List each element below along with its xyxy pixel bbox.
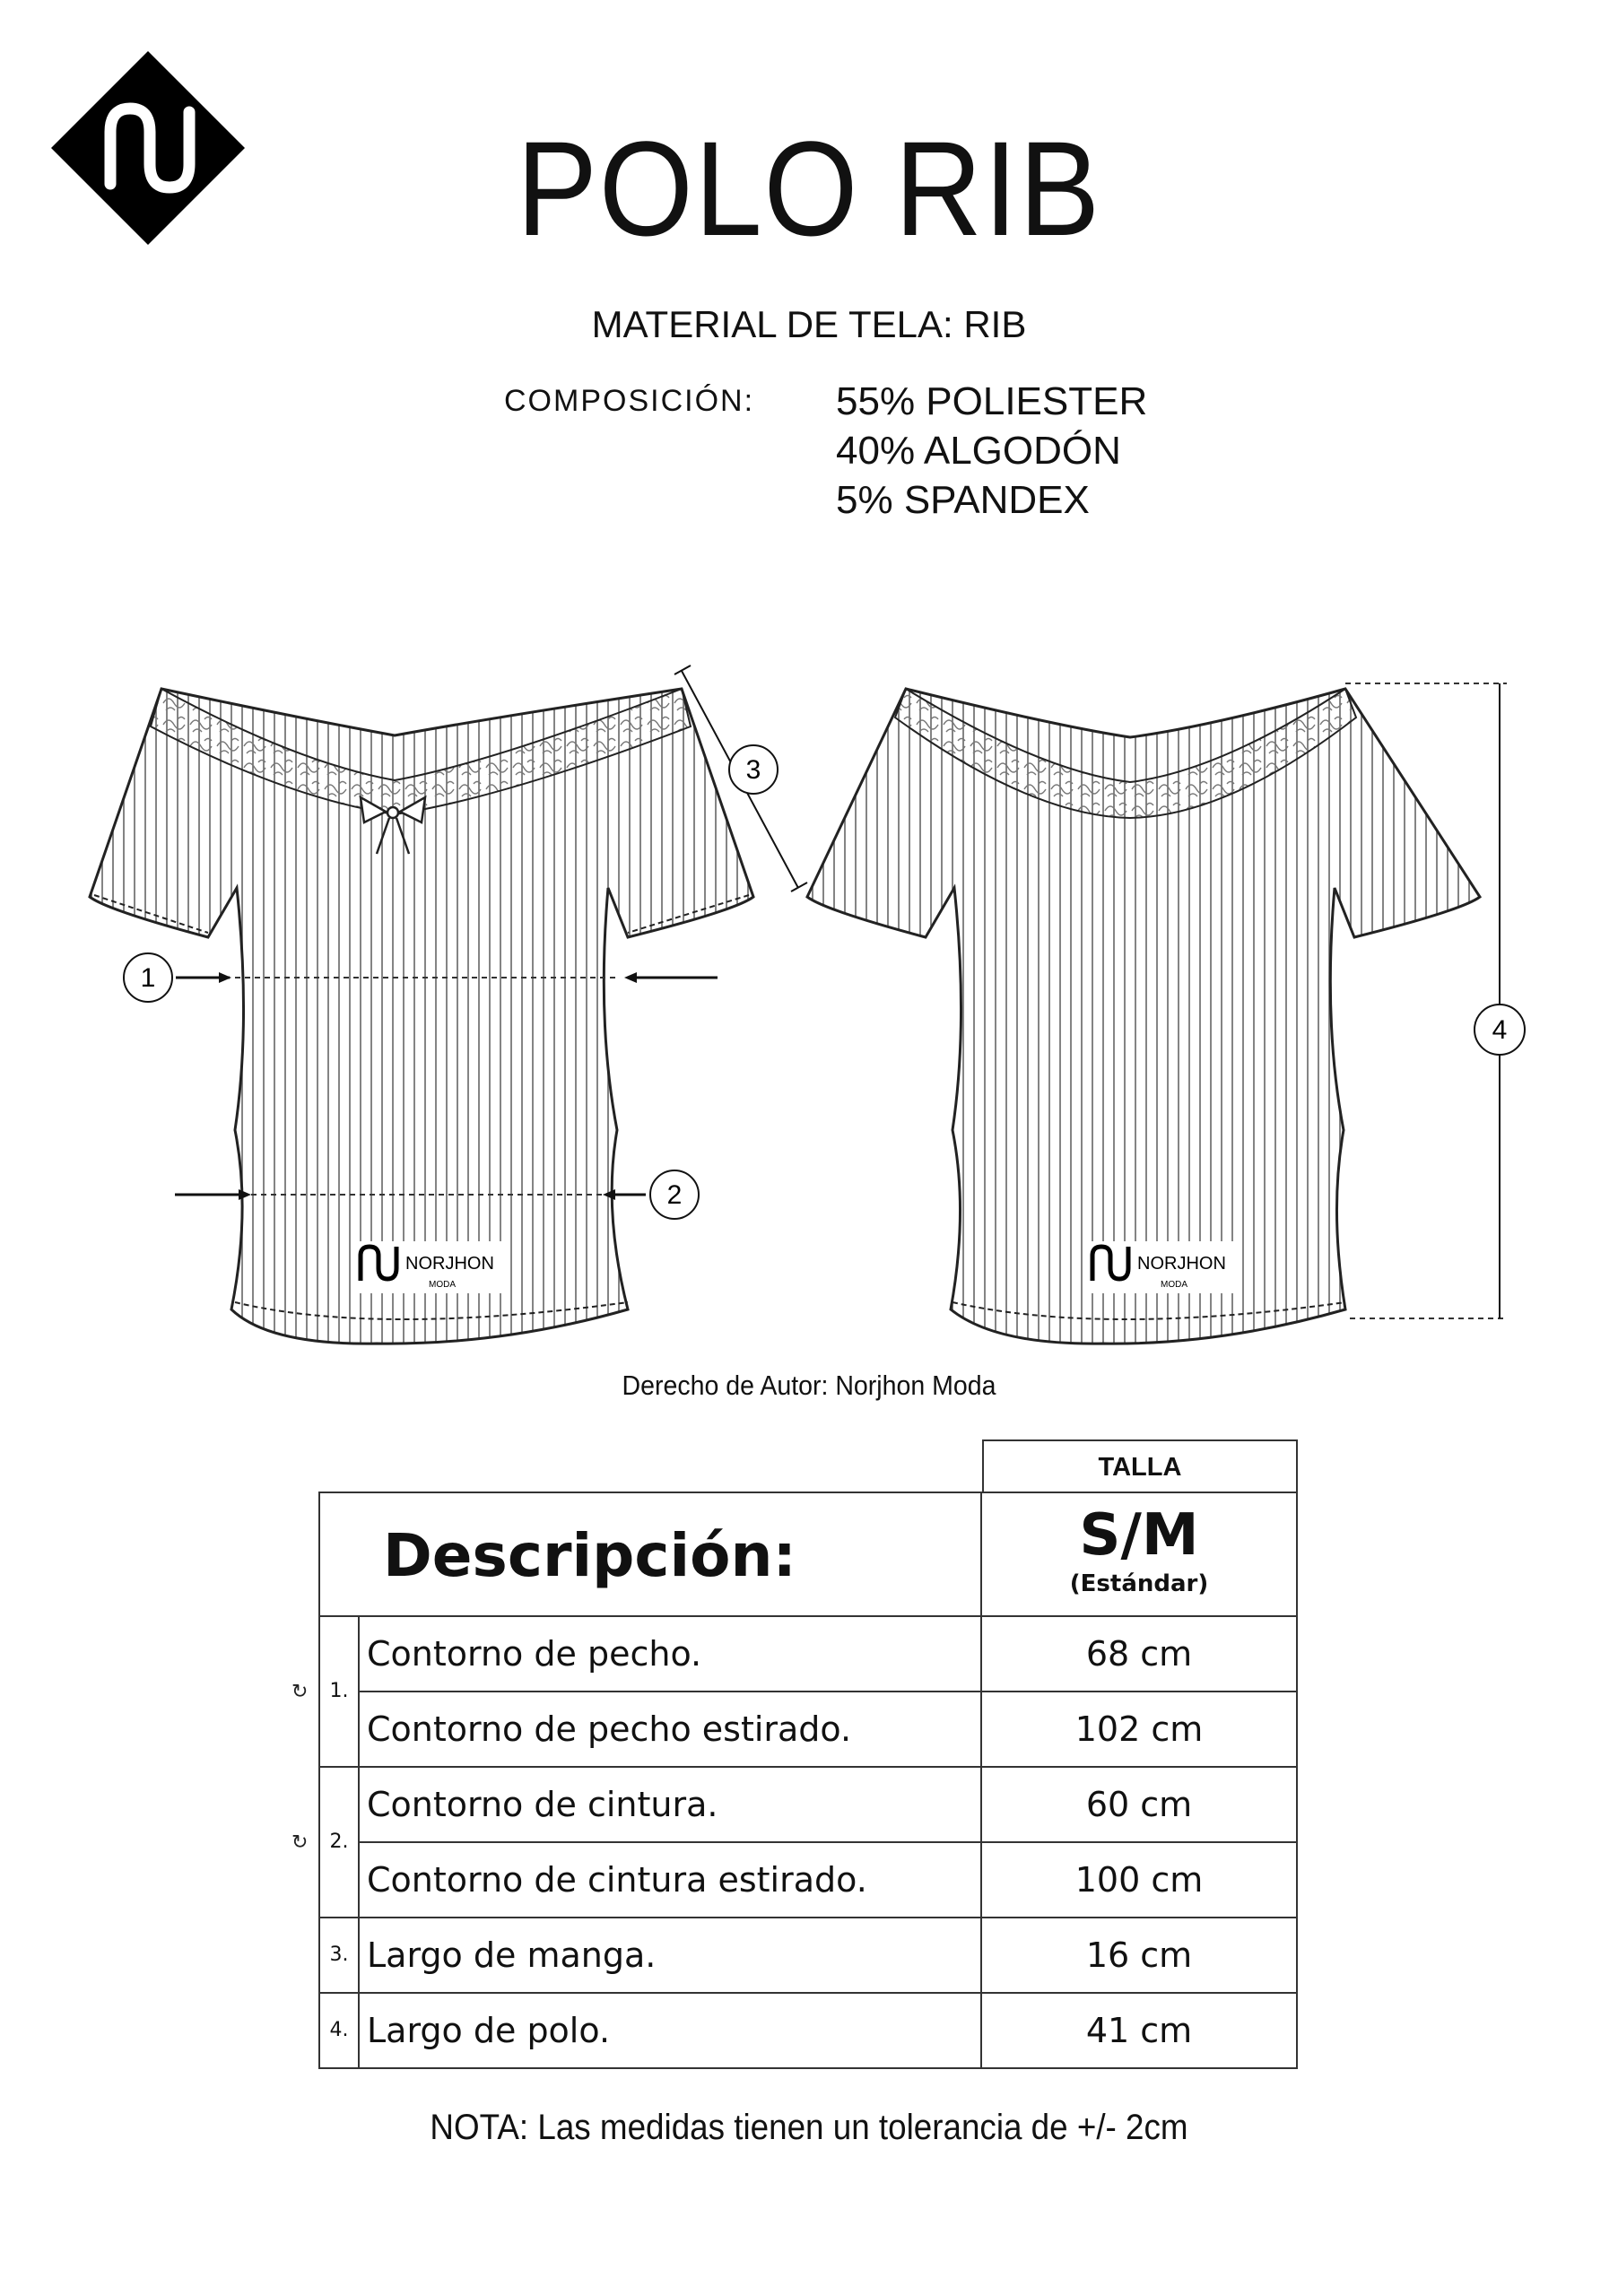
row-description: Contorno de pecho estirado. bbox=[360, 1692, 982, 1768]
row-value: 41 cm bbox=[982, 1994, 1298, 2069]
row-number: 3. bbox=[318, 1918, 360, 1994]
row-value: 102 cm bbox=[982, 1692, 1298, 1768]
row-number: 4. bbox=[318, 1994, 360, 2069]
composition-label: COMPOSICIÓN: bbox=[504, 384, 755, 418]
front-label-sub: MODA bbox=[429, 1280, 456, 1290]
garment-technical-drawing bbox=[0, 628, 1618, 1381]
row-value: 60 cm bbox=[982, 1768, 1298, 1843]
row-value: 16 cm bbox=[982, 1918, 1298, 1994]
page-title: POLO RIB bbox=[516, 113, 1102, 264]
row-description: Largo de polo. bbox=[360, 1994, 982, 2069]
callout-4: 4 bbox=[1492, 1015, 1508, 1045]
description-header: Descripción: bbox=[318, 1492, 982, 1617]
rotate-icon: ↻ bbox=[291, 1831, 309, 1853]
callout-3: 3 bbox=[745, 755, 761, 785]
composition-list bbox=[836, 377, 1147, 525]
front-view bbox=[90, 665, 807, 1344]
back-label-brand: NORJHON bbox=[1137, 1254, 1226, 1274]
composition-item: 55% POLIESTER bbox=[836, 379, 1148, 423]
front-label-brand: NORJHON bbox=[405, 1254, 494, 1274]
row-number: 1. bbox=[318, 1617, 360, 1768]
copyright-notice: Derecho de Autor: Norjhon Moda bbox=[622, 1370, 996, 1401]
callout-1: 1 bbox=[140, 963, 156, 993]
row-description: Contorno de cintura. bbox=[360, 1768, 982, 1843]
row-description: Largo de manga. bbox=[360, 1918, 982, 1994]
composition-item: 40% ALGODÓN bbox=[836, 429, 1121, 473]
row-value: 100 cm bbox=[982, 1843, 1298, 1918]
callout-2: 2 bbox=[666, 1180, 683, 1210]
composition-item: 5% SPANDEX bbox=[836, 478, 1090, 522]
row-value: 68 cm bbox=[982, 1617, 1298, 1692]
talla-header: TALLA bbox=[982, 1439, 1298, 1492]
row-description: Contorno de cintura estirado. bbox=[360, 1843, 982, 1918]
back-label-sub: MODA bbox=[1161, 1280, 1187, 1290]
size-header bbox=[982, 1492, 1298, 1617]
tolerance-note: NOTA: Las medidas tienen un tolerancia de +/- 2cm bbox=[430, 2108, 1188, 2147]
fabric-material: MATERIAL DE TELA: RIB bbox=[591, 303, 1027, 345]
rotate-icon: ↻ bbox=[291, 1680, 309, 1702]
row-description: Contorno de pecho. bbox=[360, 1617, 982, 1692]
row-number: 2. bbox=[318, 1768, 360, 1918]
back-view bbox=[807, 683, 1525, 1344]
size-note: (Estándar) bbox=[1069, 1570, 1209, 1597]
size-value: S/M bbox=[1079, 1502, 1199, 1569]
